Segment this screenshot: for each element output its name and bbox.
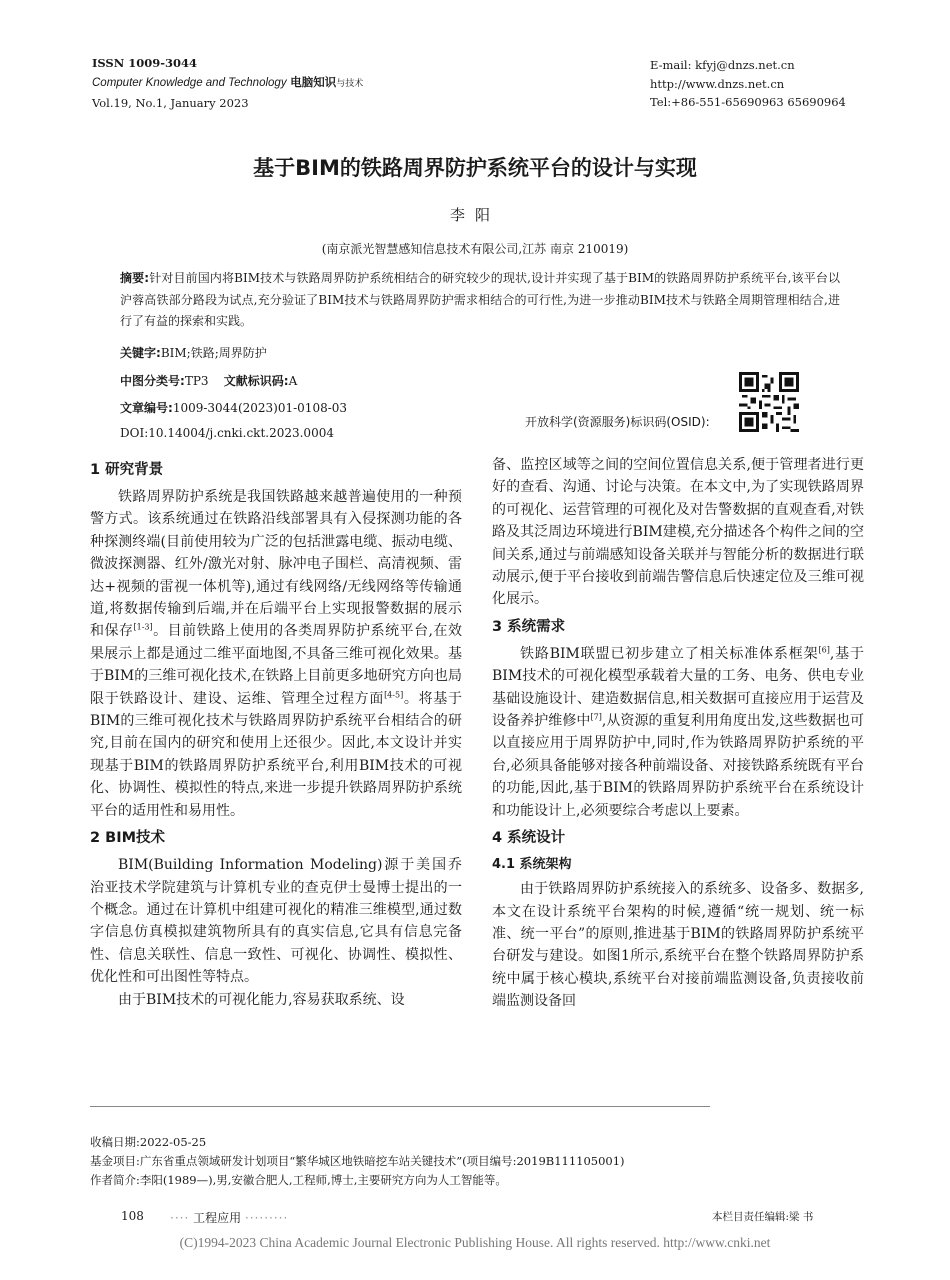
osid-label: 开放科学(资源服务)标识码(OSID):: [525, 415, 710, 429]
section-name: 工程应用: [193, 1211, 242, 1225]
dots-decoration: ·········: [244, 1211, 289, 1225]
section-2-paragraph-2: 由于BIM技术的可视化能力,容易获取系统、设: [118, 991, 405, 1008]
paper-title: 基于BIM的铁路周界防护系统平台的设计与实现: [253, 156, 697, 180]
dots-decoration: ····: [170, 1211, 190, 1225]
website-url[interactable]: http://www.dnzs.net.cn: [650, 76, 785, 91]
section-1-heading: 1 研究背景: [90, 462, 164, 478]
email[interactable]: E-mail: kfyj@dnzs.net.cn: [650, 58, 795, 72]
abstract-label: 摘要:: [120, 271, 150, 285]
footnote-divider: [90, 1106, 710, 1107]
copyright-notice: (C)1994-2023 China Academic Journal Electronic Publishing House. All rights reserved. http://www.cnki.net: [179, 1235, 771, 1250]
citation-ref[interactable]: [6]: [818, 645, 830, 655]
keywords-label: 关键字:: [120, 346, 161, 360]
section-2-paragraph-1: BIM(Building Information Modeling)源于美国乔治亚技术学院建筑与计算机专业的查克伊士曼博士提出的一个概念。通过在计算机中组建可视化的精准三维模型,通过数字信息仿真模拟建筑物所具有的真实信息,它具有信息完备性、信息关联性、信息一致性、可视化、协调性、模拟性、优化性和可出图性等特点。: [90, 857, 462, 986]
classification-label: 中图分类号:: [120, 374, 185, 388]
left-column: [90, 454, 462, 1011]
section-1-paragraph: [90, 486, 462, 822]
citation-ref[interactable]: [4-5]: [384, 690, 404, 699]
qr-code-icon[interactable]: [739, 372, 799, 432]
keywords: [120, 344, 267, 361]
page-number: 108: [121, 1209, 144, 1223]
issn: ISSN 1009-3044: [92, 56, 198, 70]
affiliation: (南京派光智慧感知信息技术有限公司,江苏 南京 210019): [321, 242, 629, 256]
classification-value: TP3: [184, 374, 209, 388]
volume-info: Vol.19, No.1, January 2023: [92, 96, 249, 110]
article-number-label: 文章编号:: [120, 401, 173, 415]
section-1-text-a: 铁路周界防护系统是我国铁路越来越普遍使用的一种预警方式。该系统通过在铁路沿线部署具有入侵探测功能的各种探测终端(目前使用较为广泛的包括泄露电缆、振动电缆、微波探测器、红外/激光对射、脉冲电子围栏、高清视频、雷达+视频的雷视一体机等),通过有线网络/无线网络等传输通道,将数据传输到后端,并在后端平台上实现报警数据的展示和保存: [90, 489, 462, 640]
editor-credit: 本栏目责任编辑:梁 书: [712, 1211, 814, 1223]
section-3-heading: 3 系统需求: [492, 618, 566, 635]
doi[interactable]: DOI:10.14004/j.cnki.ckt.2023.0004: [120, 426, 334, 440]
section-2-heading: 2 BIM技术: [90, 830, 166, 847]
doc-code-value: A: [288, 374, 298, 388]
section-3-text-a: 铁路BIM联盟已初步建立了相关标准体系框架: [520, 645, 819, 662]
journal-name-cn2: 与技术: [336, 79, 364, 89]
section-4-1-heading: 4.1 系统架构: [492, 857, 572, 873]
right-column: [492, 454, 864, 1013]
abstract: [120, 268, 840, 333]
section-3-text-b: ,基于BIM技术的可视化模型承载着大量的工务、电务、供电专业基础设施设计、建造数据信息,相关数据可直接应用于运营及设备养护维修中: [492, 645, 864, 730]
journal-name-en: Computer Knowledge and Technology: [92, 77, 287, 89]
author-bio: 作者简介:李阳(1989—),男,安徽合肥人,工程师,博士,主要研究方向为人工智能等。: [90, 1173, 507, 1187]
journal-name: [92, 73, 363, 94]
keywords-text: BIM;铁路;周界防护: [160, 346, 267, 360]
journal-header: [92, 54, 363, 113]
fund-project: 基金项目:广东省重点领域研发计划项目“繁华城区地铁暗挖车站关键技术”(项目编号:2019B111105001): [90, 1154, 625, 1168]
section-4-1-paragraph: 由于铁路周界防护系统接入的系统多、设备多、数据多,本文在设计系统平台架构的时候,遵循“统一规划、统一标准、统一平台”的原则,推进基于BIM的铁路周界防护系统平台研发与建设。如图1所示,系统平台在整个铁路周界防护系统中属于核心模块,系统平台对接前端监测设备,负责接收前端监测设备回: [492, 881, 864, 1010]
doc-code-label: 文献标识码:: [223, 374, 289, 388]
journal-name-cn: 电脑知识: [290, 75, 337, 89]
contact-info: [650, 56, 846, 112]
section-2-paragraph-2-cont: 备、监控区域等之间的空间位置信息关系,便于管理者进行更好的查看、沟通、讨论与决策。在本文中,为了实现铁路周界的可视化、运营管理的可视化及对告警数据的直观查看,对铁路及其泛周边环境进行BIM建模,充分描述各个构件之间的空间关系,通过与前端感知设备关联并与智能分析的数据进行联动展示,便于平台接收到前端告警信息后快速定位及三维可视化展示。: [492, 457, 864, 608]
author-name: 李阳: [449, 206, 500, 224]
abstract-text: 针对目前国内将BIM技术与铁路周界防护系统相结合的研究较少的现状,设计并实现了基于BIM的铁路周界防护系统平台,该平台以沪蓉高铁部分路段为试点,充分验证了BIM技术与铁路周界防护需求相结合的可行性,为进一步推动BIM技术与铁路全周期管理相结合,进行了有益的探索和实践。: [120, 271, 840, 328]
received-date: 收稿日期:2022-05-25: [90, 1135, 207, 1149]
classification: [120, 372, 297, 389]
section-4-heading: 4 系统设计: [492, 830, 566, 847]
citation-ref[interactable]: [7]: [590, 712, 602, 722]
citation-ref[interactable]: [1-3]: [133, 622, 153, 632]
article-number-value: 1009-3044(2023)01-0108-03: [172, 401, 348, 415]
section-label: [170, 1209, 288, 1226]
section-1-text-c: 。将基于BIM的三维可视化技术与铁路周界防护系统平台相结合的研究,目前在国内的研究和使用上还很少。因此,本文设计并实现基于BIM的铁路周界防护系统平台,利用BIM技术的可视化、协调性、模拟性的特点,来进一步提升铁路周界防护系统平台的适用性和易用性。: [90, 690, 462, 819]
section-3-text-c: ,从资源的重复利用角度出发,这些数据也可以直接应用于周界防护中,同时,作为铁路周界防护系统的平台,必须具备能够对接各种前端设备、对接铁路系统既有平台的功能,因此,基于BIM的铁路周界防护系统平台在系统设计和功能设计上,必须要综合考虑以上要素。: [492, 713, 865, 819]
section-3-paragraph: [492, 643, 864, 822]
telephone: Tel:+86-551-65690963 65690964: [650, 95, 846, 109]
article-number: [120, 399, 347, 416]
section-1-text-b: 。目前铁路上使用的各类周界防护系统平台,在效果展示上都是通过二维平面地图,不具备三维可视化效果。基于BIM的三维可视化技术,在铁路上目前更多地研究方向也局限于铁路设计、建设、运维、管理全过程方面: [90, 623, 463, 707]
